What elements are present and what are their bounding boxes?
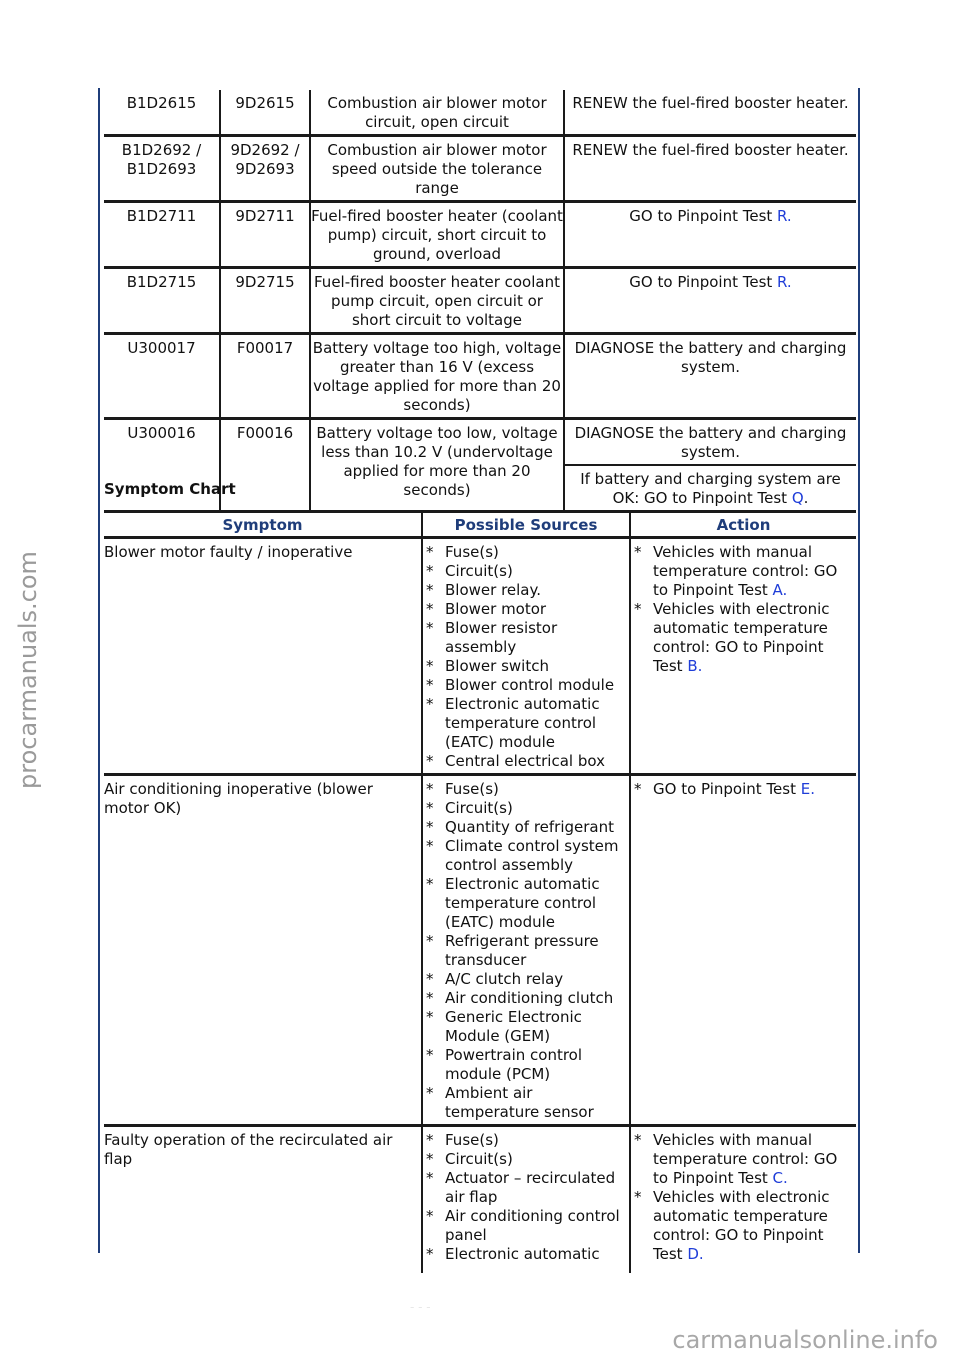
- source-item: * Circuit(s): [423, 1150, 629, 1169]
- action-cell: [630, 1126, 856, 1274]
- dtc-action-text: GO to Pinpoint Test: [629, 207, 778, 225]
- source-item: * Circuit(s): [423, 799, 629, 818]
- action-item: [631, 1188, 856, 1264]
- dtc-row: [104, 136, 856, 202]
- source-item: * Ambient air temperature sensor: [423, 1084, 629, 1122]
- symptom-cell: Faulty operation of the recirculated air flap: [104, 1131, 393, 1168]
- header-symptom: Symptom: [104, 512, 422, 538]
- action-item: [631, 1131, 856, 1188]
- source-item: * Circuit(s): [423, 562, 629, 581]
- pinpoint-test-link[interactable]: A.: [772, 581, 788, 599]
- bottom-watermark: carmanualsonline.info: [672, 1326, 938, 1354]
- dtc-action: [564, 268, 856, 334]
- side-watermark: procarmanuals.com: [14, 551, 42, 789]
- source-item: * Actuator – recirculated air flap: [423, 1169, 629, 1207]
- symptom-row: [104, 775, 856, 1126]
- action-text: Vehicles with electronic automatic temperature control: GO to Pinpoint Test: [653, 600, 830, 675]
- action-text: Vehicles with manual temperature control: GO to Pinpoint Test: [653, 543, 838, 599]
- symptom-table: [104, 510, 856, 1273]
- dtc-code-alt: F00017: [220, 334, 310, 419]
- actions-list: [631, 780, 856, 799]
- dtc-row: [104, 90, 856, 136]
- sources-list: [423, 780, 629, 1122]
- dtc-description: Fuel-fired booster heater coolant pump circuit, open circuit or short circuit to voltage: [310, 268, 564, 334]
- dtc-code-alt: 9D2711: [220, 202, 310, 268]
- dtc-table: [104, 90, 856, 513]
- action-text: Vehicles with manual temperature control: GO to Pinpoint Test: [653, 1131, 838, 1187]
- source-item: * Electronic automatic: [423, 1245, 629, 1264]
- source-item: * Blower switch: [423, 657, 629, 676]
- dtc-action: DIAGNOSE the battery and charging system.: [564, 334, 856, 419]
- dtc-description: Combustion air blower motor circuit, open circuit: [310, 90, 564, 136]
- symptom-cell: Air conditioning inoperative (blower motor OK): [104, 775, 422, 1126]
- source-item: * Fuse(s): [423, 1131, 629, 1150]
- dtc-code-alt: 9D2692 / 9D2693: [220, 136, 310, 202]
- dtc-row: [104, 202, 856, 268]
- sources-cell: [422, 775, 630, 1126]
- dtc-code-alt: 9D2715: [220, 268, 310, 334]
- sources-list: [423, 1131, 629, 1264]
- source-item: * Generic Electronic Module (GEM): [423, 1008, 629, 1046]
- pinpoint-test-link[interactable]: E.: [800, 780, 815, 798]
- source-item: * Electronic automatic temperature control (EATC) module: [423, 695, 629, 752]
- dtc-action-text: GO to Pinpoint Test: [629, 273, 778, 291]
- dtc-action: [564, 419, 856, 512]
- dtc-action-primary: DIAGNOSE the battery and charging system.: [565, 420, 856, 466]
- actions-list: [631, 1131, 856, 1264]
- dtc-description: Battery voltage too low, voltage less than 10.2 V (undervoltage applied for more than 20 seconds): [310, 419, 564, 512]
- pinpoint-test-link[interactable]: R.: [777, 207, 792, 225]
- dtc-row: [104, 334, 856, 419]
- sources-cell: [422, 538, 630, 775]
- pinpoint-test-link[interactable]: Q: [791, 489, 804, 507]
- sources-cell: [422, 1126, 630, 1274]
- source-item: * Electronic automatic temperature control (EATC) module: [423, 875, 629, 932]
- header-possible-sources: Possible Sources: [422, 512, 630, 538]
- symptom-row: [104, 1126, 856, 1274]
- symptom-cell: Blower motor faulty / inoperative: [104, 538, 422, 775]
- dtc-description: Battery voltage too high, voltage greater than 16 V (excess voltage applied for more than 20 seconds): [310, 334, 564, 419]
- action-item: [631, 780, 856, 799]
- pinpoint-test-link[interactable]: B.: [687, 657, 703, 675]
- dtc-code-alt: 9D2615: [220, 90, 310, 136]
- left-margin-bar: [98, 88, 100, 1253]
- dtc-action-secondary: [565, 466, 856, 510]
- source-item: * A/C clutch relay: [423, 970, 629, 989]
- dtc-code: U300016: [104, 419, 220, 512]
- source-item: * Central electrical box: [423, 752, 629, 771]
- source-item: * Powertrain control module (PCM): [423, 1046, 629, 1084]
- symptom-chart-heading: Symptom Chart: [104, 480, 236, 498]
- source-item: * Quantity of refrigerant: [423, 818, 629, 837]
- action-cell: [630, 775, 856, 1126]
- dtc-action: RENEW the fuel-fired booster heater.: [564, 136, 856, 202]
- dtc-action-end: .: [803, 489, 809, 507]
- dtc-description: Combustion air blower motor speed outside the tolerance range: [310, 136, 564, 202]
- symptom-row: [104, 538, 856, 775]
- right-margin-bar: [858, 88, 860, 1253]
- dtc-action-text: If battery and charging system are OK: GO to Pinpoint Test: [580, 470, 841, 507]
- dtc-code: B1D2615: [104, 90, 220, 136]
- pinpoint-test-link[interactable]: C.: [772, 1169, 788, 1187]
- action-text: Vehicles with electronic automatic temperature control: GO to Pinpoint Test: [653, 1188, 830, 1263]
- dtc-code-alt: F00016: [220, 419, 310, 512]
- dtc-code: B1D2715: [104, 268, 220, 334]
- source-item: * Fuse(s): [423, 780, 629, 799]
- pinpoint-test-link[interactable]: R.: [777, 273, 792, 291]
- source-item: * Blower control module: [423, 676, 629, 695]
- dtc-row: [104, 268, 856, 334]
- actions-list: [631, 543, 856, 676]
- source-item: * Air conditioning control panel: [423, 1207, 629, 1245]
- dtc-description: Fuel-fired booster heater (coolant pump) circuit, short circuit to ground, overload: [310, 202, 564, 268]
- symptom-header-row: [104, 512, 856, 538]
- source-item: * Refrigerant pressure transducer: [423, 932, 629, 970]
- dtc-code: B1D2711: [104, 202, 220, 268]
- dtc-code: U300017: [104, 334, 220, 419]
- source-item: * Air conditioning clutch: [423, 989, 629, 1008]
- action-cell: [630, 538, 856, 775]
- action-text: GO to Pinpoint Test: [653, 780, 801, 798]
- sources-list: [423, 543, 629, 771]
- source-item: * Blower motor: [423, 600, 629, 619]
- action-item: [631, 600, 856, 676]
- source-item: * Climate control system control assembly: [423, 837, 629, 875]
- source-item: * Blower resistor assembly: [423, 619, 629, 657]
- source-item: * Fuse(s): [423, 543, 629, 562]
- source-item: * Blower relay.: [423, 581, 629, 600]
- dtc-code: B1D2692 / B1D2693: [104, 136, 220, 202]
- dtc-action: [564, 202, 856, 268]
- page-number: - - -: [410, 1300, 431, 1314]
- pinpoint-test-link[interactable]: D.: [687, 1245, 704, 1263]
- dtc-action: RENEW the fuel-fired booster heater.: [564, 90, 856, 136]
- header-action: Action: [630, 512, 856, 538]
- action-item: [631, 543, 856, 600]
